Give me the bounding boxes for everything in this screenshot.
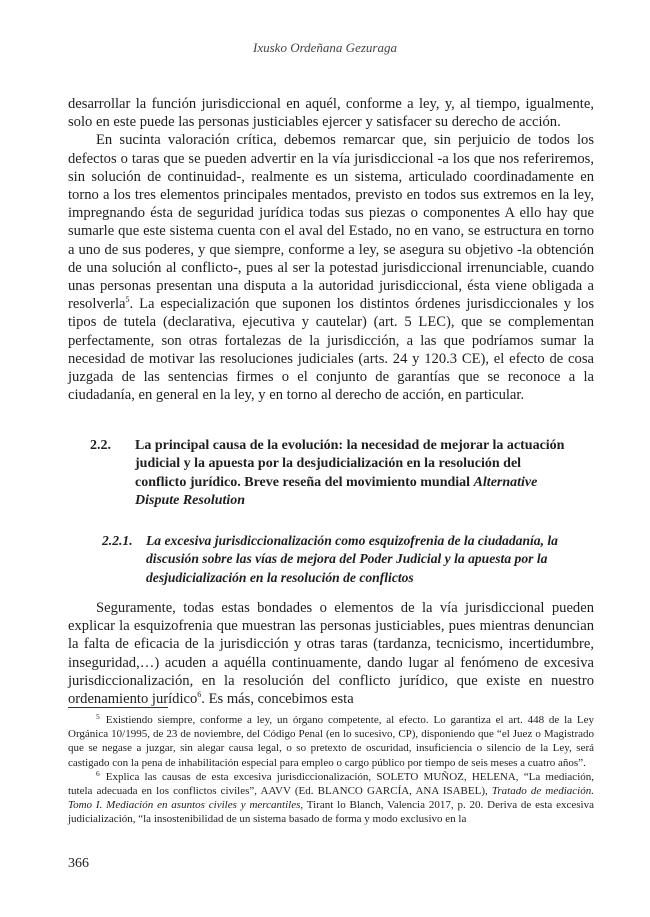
- section-number: 2.2.: [90, 438, 111, 453]
- paragraph-continuation: desarrollar la función jurisdiccional en aquél, conforme a ley, y, al tiempo, igualmente, solo en este puede las personas justiciables ejercer y satisfacer su derecho de acción.: [68, 96, 594, 131]
- footnote-text: Explica las causas de esta excesiva jurisdiccionalización, SOLETO MUÑOZ, HELENA, “La mediación, tutela adecuada en los conflictos civiles”, AAVV (Ed. BLANCO GARCÍA, ANA ISABEL),: [68, 770, 594, 798]
- paragraph-text-tail: . La especialización que suponen los distintos órdenes jurisdiccionales y los tipos de tutela (declarativa, ejecutiva y cautelar) (art. 5 LEC), que se complementan perfectamente, son otras fortalezas de la jurisdicción, a las que podríamos sumar la necesidad de motivar las resoluciones judiciales (arts. 24 y 120.3 CE), el efecto de cosa juzgada de las sentencias firmes o el conjunto de garantías que se reconoce a la ciudadanía, en general en la ley, y en torno al derecho de acción, en particular.: [68, 296, 594, 404]
- footnotes: [68, 713, 594, 827]
- paragraph-critical-assessment: [68, 131, 594, 404]
- page-number: 366: [68, 856, 89, 871]
- footnote-reference-5[interactable]: 5: [125, 295, 130, 305]
- footnote-text: Existiendo siempre, conforme a ley, un órgano competente, al efecto. Lo garantiza el art. 448 de la Ley Orgánica 10/1995, de 23 de noviembre, del Código Penal (en lo sucesivo, CP), disponiendo que “el Juez o Magistrado que se negase a juzgar, sin alegar causa legal, o so pretexto de oscuridad, insuficiencia o silencio de la Ley, será castigado con la pena de inhabilitación especial para empleo o cargo público por tiempo de seis meses a cuatro años”.: [68, 714, 594, 769]
- paragraph-text: En sucinta valoración crítica, debemos remarcar que, sin perjuicio de todos los defectos o taras que se pueden advertir en la vía jurisdiccional -a los que nos referiremos, sin solución de continuidad-, realmente es un sistema, articulado coordinadamente en torno a los tres elementos principales mentados, previsto en todos sus extremos en la ley, impregnando ésta de seguridad jurídica todas sus piezas o componentes A ello hay que sumarle que este sistema cuenta con el aval del Estado, no en vano, se estructura en torno a uno de sus poderes, y que siempre, conforme a ley, se asegura su objetivo -la obtención de una solución al conflicto-, pues al ser la potestad jurisdiccional irrenunciable, cuando unas personas presentan una disputa a la autoridad jurisdiccional, ésta viene obligada a resolverla: [68, 132, 594, 313]
- running-header: Ixusko Ordeñana Gezuraga: [253, 40, 397, 55]
- paragraph-text-tail: . Es más, concebimos esta: [201, 691, 354, 708]
- subsection-title: La excesiva jurisdiccionalización como esquizofrenia de la ciudadanía, la discusión sobre las vías de mejora del Poder Judicial y la apuesta por la desjudicialización en la resolución de conflictos: [146, 533, 558, 585]
- section-heading: [90, 437, 570, 511]
- footnote-book-title: Tratado de mediación. Tomo I. Mediación en asuntos civiles y mercantiles: [68, 785, 594, 812]
- body-text-bottom: [68, 599, 594, 708]
- footnote-text-tail: , Tirant lo Blanch, Valencia 2017, p. 20. Deriva de esta excesiva judicialización, “la insostenibilidad de un sistema basado de forma y modo exclusivo en la: [68, 799, 594, 826]
- section-title: [135, 437, 570, 511]
- footnote-reference-6[interactable]: 6: [197, 690, 202, 700]
- section-title-main: La principal causa de la evolución: la necesidad de mejorar la actuación judicial y la apuesta por la desjudicialización en la resolución del conflicto jurídico. Breve reseña del movimiento mundial: [135, 438, 565, 490]
- footnote-mark: 5: [96, 712, 100, 721]
- footnote-divider: [68, 707, 168, 708]
- paragraph-esquizofrenia: [68, 599, 594, 708]
- subsection-heading: [102, 532, 572, 587]
- body-text-top: [68, 95, 594, 404]
- footnote-mark: 6: [96, 768, 100, 778]
- section-title-italic: Alternative Dispute Resolution: [135, 474, 538, 509]
- footnote-6: [68, 770, 594, 827]
- paragraph-text: Seguramente, todas estas bondades o elementos de la vía jurisdiccional pueden explicar la esquizofrenia que muestran las personas justiciables, pues mientras denuncian la falta de eficacia de la jurisdicción y otras taras (tardanza, tecnicismo, incertidumbre, inseguridad,…) acuden a aquélla continuamente, dando lugar al fenómeno de excesiva jurisdiccionalización, en la resolución del conflicto jurídico, que existe en nuestro ordenamiento jurídico: [68, 600, 594, 708]
- footnote-5: [68, 713, 594, 770]
- subsection-number: 2.2.1.: [102, 533, 133, 548]
